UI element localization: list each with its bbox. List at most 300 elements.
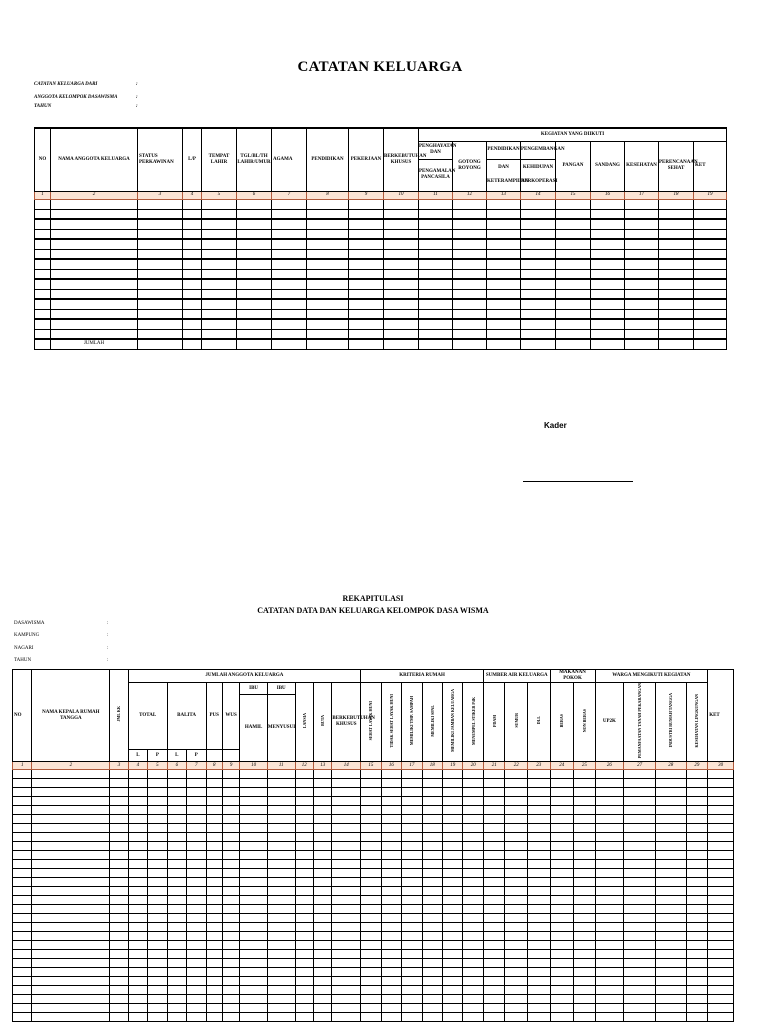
table-cell[interactable] (110, 941, 128, 950)
table-cell[interactable] (505, 779, 528, 788)
table-cell[interactable] (187, 860, 206, 869)
table-cell[interactable] (384, 309, 419, 319)
table-cell[interactable] (13, 941, 32, 950)
table-cell[interactable] (32, 851, 110, 860)
table-cell[interactable] (295, 932, 313, 941)
table-cell[interactable] (167, 995, 186, 1004)
table-cell[interactable] (295, 833, 313, 842)
table-cell[interactable] (240, 896, 268, 905)
table-cell[interactable] (463, 968, 483, 977)
table-cell[interactable] (505, 950, 528, 959)
table-cell[interactable] (487, 269, 521, 279)
table-cell[interactable] (527, 923, 550, 932)
table-cell[interactable] (222, 968, 239, 977)
table-cell[interactable] (686, 896, 708, 905)
table-cell[interactable] (35, 299, 51, 309)
table-cell[interactable] (128, 833, 147, 842)
table-cell[interactable] (295, 1013, 313, 1022)
table-cell[interactable] (167, 833, 186, 842)
table-cell[interactable] (148, 833, 167, 842)
table-cell[interactable] (708, 869, 734, 878)
table-cell[interactable] (624, 923, 656, 932)
table-cell[interactable] (267, 788, 295, 797)
table-cell[interactable] (422, 779, 442, 788)
table-cell[interactable] (384, 269, 419, 279)
table-cell[interactable] (148, 770, 167, 779)
table-cell[interactable] (659, 249, 694, 259)
table-cell[interactable] (463, 869, 483, 878)
table-cell[interactable] (35, 309, 51, 319)
table-cell[interactable] (402, 1013, 422, 1022)
table-cell[interactable] (624, 815, 656, 824)
table-cell[interactable] (222, 779, 239, 788)
table-cell[interactable] (313, 977, 331, 986)
table-cell[interactable] (708, 797, 734, 806)
table-cell[interactable] (708, 941, 734, 950)
table-cell[interactable] (267, 824, 295, 833)
table-cell[interactable] (128, 770, 147, 779)
table-cell[interactable] (550, 1004, 574, 1013)
table-cell[interactable] (349, 289, 384, 299)
table-cell[interactable] (521, 219, 556, 229)
table-cell[interactable] (167, 896, 186, 905)
table-cell[interactable] (272, 269, 307, 279)
table-cell[interactable] (332, 824, 361, 833)
table-cell[interactable] (595, 797, 624, 806)
table-cell[interactable] (167, 932, 186, 941)
table-cell[interactable] (110, 986, 128, 995)
table-cell[interactable] (110, 860, 128, 869)
table-cell[interactable] (267, 923, 295, 932)
table-cell[interactable] (443, 878, 463, 887)
table-cell[interactable] (361, 887, 381, 896)
table-cell[interactable] (51, 309, 138, 319)
table-cell[interactable] (240, 950, 268, 959)
table-cell[interactable] (521, 279, 556, 289)
table-cell[interactable] (624, 851, 656, 860)
table-cell[interactable] (402, 815, 422, 824)
table-cell[interactable] (187, 896, 206, 905)
table-cell[interactable] (443, 779, 463, 788)
table-cell[interactable] (550, 815, 574, 824)
table-cell[interactable] (384, 279, 419, 289)
table-cell[interactable] (624, 770, 656, 779)
table-cell[interactable] (384, 319, 419, 329)
table-cell[interactable] (483, 914, 505, 923)
table-cell[interactable] (148, 824, 167, 833)
table-cell[interactable] (574, 842, 596, 851)
table-cell[interactable] (222, 923, 239, 932)
table-cell[interactable] (463, 842, 483, 851)
table-cell[interactable] (206, 878, 222, 887)
table-cell[interactable] (110, 824, 128, 833)
table-cell[interactable] (422, 986, 442, 995)
table-cell[interactable] (574, 959, 596, 968)
table-cell[interactable] (187, 878, 206, 887)
table-cell[interactable] (222, 878, 239, 887)
table-cell[interactable] (686, 815, 708, 824)
table-cell[interactable] (483, 923, 505, 932)
table-cell[interactable] (595, 923, 624, 932)
table-cell[interactable] (206, 851, 222, 860)
table-cell[interactable] (574, 950, 596, 959)
table-cell[interactable] (443, 815, 463, 824)
table-cell[interactable] (222, 995, 239, 1004)
table-cell[interactable] (361, 941, 381, 950)
table-cell[interactable] (110, 788, 128, 797)
table-cell[interactable] (402, 806, 422, 815)
table-cell[interactable] (313, 896, 331, 905)
table-cell[interactable] (295, 779, 313, 788)
table-cell[interactable] (13, 878, 32, 887)
table-cell[interactable] (202, 309, 237, 319)
table-cell[interactable] (295, 842, 313, 851)
table-cell[interactable] (349, 229, 384, 239)
table-cell[interactable] (556, 279, 591, 289)
table-cell[interactable] (206, 941, 222, 950)
table-cell[interactable] (148, 914, 167, 923)
table-cell[interactable] (237, 269, 272, 279)
table-cell[interactable] (167, 851, 186, 860)
table-cell[interactable] (267, 806, 295, 815)
table-cell[interactable] (35, 259, 51, 269)
table-cell[interactable] (237, 239, 272, 249)
table-cell[interactable] (187, 977, 206, 986)
table-cell[interactable] (694, 319, 727, 329)
table-cell[interactable] (187, 950, 206, 959)
table-cell[interactable] (187, 779, 206, 788)
table-cell[interactable] (267, 968, 295, 977)
table-cell[interactable] (272, 279, 307, 289)
table-cell[interactable] (708, 779, 734, 788)
table-cell[interactable] (655, 851, 686, 860)
table-cell[interactable] (13, 932, 32, 941)
table-cell[interactable] (624, 941, 656, 950)
table-cell[interactable] (595, 905, 624, 914)
table-cell[interactable] (313, 779, 331, 788)
table-cell[interactable] (361, 968, 381, 977)
table-cell[interactable] (505, 923, 528, 932)
table-cell[interactable] (686, 986, 708, 995)
table-cell[interactable] (267, 1013, 295, 1022)
table-cell[interactable] (550, 1013, 574, 1022)
table-cell[interactable] (381, 779, 401, 788)
table-cell[interactable] (483, 986, 505, 995)
table-cell[interactable] (222, 941, 239, 950)
table-cell[interactable] (307, 299, 349, 309)
table-cell[interactable] (556, 269, 591, 279)
table-cell[interactable] (51, 269, 138, 279)
table-cell[interactable] (453, 319, 487, 329)
table-cell[interactable] (505, 842, 528, 851)
table-cell[interactable] (655, 959, 686, 968)
table-cell[interactable] (381, 923, 401, 932)
table-cell[interactable] (550, 941, 574, 950)
table-cell[interactable] (32, 941, 110, 950)
table-cell[interactable] (240, 923, 268, 932)
table-cell[interactable] (206, 833, 222, 842)
table-cell[interactable] (128, 797, 147, 806)
table-cell[interactable] (332, 887, 361, 896)
table-cell[interactable] (505, 986, 528, 995)
table-cell[interactable] (267, 977, 295, 986)
table-cell[interactable] (240, 815, 268, 824)
table-cell[interactable] (527, 914, 550, 923)
table-cell[interactable] (521, 319, 556, 329)
table-cell[interactable] (402, 887, 422, 896)
table-cell[interactable] (206, 842, 222, 851)
table-cell[interactable] (240, 1004, 268, 1013)
table-cell[interactable] (148, 950, 167, 959)
table-cell[interactable] (655, 887, 686, 896)
table-cell[interactable] (267, 959, 295, 968)
table-cell[interactable] (240, 770, 268, 779)
table-cell[interactable] (206, 797, 222, 806)
table-cell[interactable] (483, 995, 505, 1004)
table-cell[interactable] (655, 977, 686, 986)
table-cell[interactable] (625, 299, 659, 309)
table-cell[interactable] (625, 329, 659, 339)
table-cell[interactable] (384, 239, 419, 249)
table-cell[interactable] (128, 815, 147, 824)
table-cell[interactable] (206, 959, 222, 968)
table-cell[interactable] (625, 199, 659, 209)
table-cell[interactable] (527, 986, 550, 995)
table-cell[interactable] (332, 788, 361, 797)
table-cell[interactable] (550, 788, 574, 797)
table-cell[interactable] (222, 932, 239, 941)
table-cell[interactable] (694, 289, 727, 299)
table-cell[interactable] (422, 851, 442, 860)
table-cell[interactable] (686, 770, 708, 779)
table-cell[interactable] (32, 815, 110, 824)
table-cell[interactable] (483, 887, 505, 896)
table-cell[interactable] (659, 269, 694, 279)
table-cell[interactable] (240, 959, 268, 968)
table-cell[interactable] (110, 950, 128, 959)
table-cell[interactable] (267, 779, 295, 788)
table-cell[interactable] (222, 1004, 239, 1013)
table-cell[interactable] (138, 269, 183, 279)
table-cell[interactable] (240, 905, 268, 914)
table-cell[interactable] (187, 923, 206, 932)
table-cell[interactable] (267, 995, 295, 1004)
table-cell[interactable] (655, 833, 686, 842)
table-cell[interactable] (51, 239, 138, 249)
table-cell[interactable] (332, 806, 361, 815)
table-cell[interactable] (443, 914, 463, 923)
table-cell[interactable] (222, 824, 239, 833)
table-cell[interactable] (349, 309, 384, 319)
table-cell[interactable] (708, 860, 734, 869)
table-cell[interactable] (307, 229, 349, 239)
table-cell[interactable] (148, 896, 167, 905)
table-cell[interactable] (295, 1004, 313, 1013)
table-cell[interactable] (521, 269, 556, 279)
table-cell[interactable] (443, 824, 463, 833)
table-cell[interactable] (422, 896, 442, 905)
table-cell[interactable] (167, 968, 186, 977)
table-cell[interactable] (505, 833, 528, 842)
table-cell[interactable] (272, 199, 307, 209)
table-cell[interactable] (422, 959, 442, 968)
table-cell[interactable] (550, 878, 574, 887)
table-cell[interactable] (574, 779, 596, 788)
table-cell[interactable] (32, 914, 110, 923)
table-cell[interactable] (463, 1013, 483, 1022)
table-cell[interactable] (694, 339, 727, 349)
table-cell[interactable] (402, 860, 422, 869)
table-cell[interactable] (167, 779, 186, 788)
table-cell[interactable] (187, 887, 206, 896)
table-cell[interactable] (361, 905, 381, 914)
table-cell[interactable] (332, 878, 361, 887)
table-cell[interactable] (625, 289, 659, 299)
table-cell[interactable] (550, 968, 574, 977)
table-cell[interactable] (574, 896, 596, 905)
table-cell[interactable] (527, 995, 550, 1004)
table-cell[interactable] (505, 977, 528, 986)
table-cell[interactable] (128, 1013, 147, 1022)
table-cell[interactable] (686, 797, 708, 806)
table-cell[interactable] (384, 219, 419, 229)
table-cell[interactable] (659, 289, 694, 299)
table-cell[interactable] (708, 851, 734, 860)
table-cell[interactable] (222, 869, 239, 878)
table-cell[interactable] (381, 878, 401, 887)
table-cell[interactable] (574, 851, 596, 860)
table-cell[interactable] (527, 842, 550, 851)
table-cell[interactable] (595, 914, 624, 923)
table-cell[interactable] (267, 950, 295, 959)
table-cell[interactable] (443, 1004, 463, 1013)
table-cell[interactable] (659, 279, 694, 289)
table-cell[interactable] (267, 887, 295, 896)
table-cell[interactable] (13, 968, 32, 977)
table-cell[interactable] (202, 209, 237, 219)
table-cell[interactable] (332, 977, 361, 986)
table-cell[interactable] (595, 950, 624, 959)
table-cell[interactable] (295, 797, 313, 806)
table-cell[interactable] (550, 959, 574, 968)
table-cell[interactable] (267, 797, 295, 806)
table-cell[interactable] (295, 896, 313, 905)
table-cell[interactable] (419, 289, 453, 299)
table-cell[interactable] (595, 851, 624, 860)
table-cell[interactable] (574, 914, 596, 923)
table-cell[interactable] (148, 851, 167, 860)
table-cell[interactable] (527, 950, 550, 959)
table-cell[interactable] (624, 806, 656, 815)
table-cell[interactable] (32, 806, 110, 815)
table-cell[interactable] (313, 905, 331, 914)
table-cell[interactable] (402, 986, 422, 995)
table-cell[interactable] (402, 914, 422, 923)
table-cell[interactable] (708, 896, 734, 905)
table-cell[interactable] (267, 815, 295, 824)
table-cell[interactable] (237, 299, 272, 309)
table-cell[interactable] (453, 269, 487, 279)
table-cell[interactable] (521, 329, 556, 339)
table-cell[interactable] (505, 851, 528, 860)
table-cell[interactable] (110, 914, 128, 923)
table-cell[interactable] (574, 869, 596, 878)
table-cell[interactable] (240, 977, 268, 986)
table-cell[interactable] (453, 249, 487, 259)
table-cell[interactable] (574, 770, 596, 779)
table-cell[interactable] (295, 869, 313, 878)
table-cell[interactable] (222, 959, 239, 968)
table-cell[interactable] (32, 932, 110, 941)
table-cell[interactable] (483, 797, 505, 806)
table-cell[interactable] (595, 1013, 624, 1022)
table-cell[interactable] (332, 905, 361, 914)
table-cell[interactable] (453, 239, 487, 249)
table-cell[interactable] (32, 977, 110, 986)
table-cell[interactable] (167, 941, 186, 950)
table-cell[interactable] (463, 806, 483, 815)
table-cell[interactable] (138, 299, 183, 309)
table-cell[interactable] (381, 815, 401, 824)
table-cell[interactable] (384, 229, 419, 239)
table-cell[interactable] (591, 319, 625, 329)
table-cell[interactable] (574, 1004, 596, 1013)
table-cell[interactable] (51, 319, 138, 329)
table-cell[interactable] (128, 968, 147, 977)
table-cell[interactable] (381, 1013, 401, 1022)
table-cell[interactable] (237, 219, 272, 229)
table-cell[interactable] (206, 977, 222, 986)
table-cell[interactable] (624, 905, 656, 914)
table-cell[interactable] (527, 815, 550, 824)
table-cell[interactable] (659, 219, 694, 229)
table-cell[interactable] (453, 309, 487, 319)
table-cell[interactable] (148, 869, 167, 878)
table-cell[interactable] (550, 995, 574, 1004)
table-cell[interactable] (138, 219, 183, 229)
table-cell[interactable] (167, 860, 186, 869)
table-cell[interactable] (443, 788, 463, 797)
table-cell[interactable] (240, 833, 268, 842)
table-cell[interactable] (202, 249, 237, 259)
table-cell[interactable] (240, 851, 268, 860)
table-cell[interactable] (686, 788, 708, 797)
table-cell[interactable] (32, 950, 110, 959)
table-cell[interactable] (625, 259, 659, 269)
table-cell[interactable] (527, 905, 550, 914)
table-cell[interactable] (655, 950, 686, 959)
table-cell[interactable] (591, 249, 625, 259)
table-cell[interactable] (237, 339, 272, 349)
table-cell[interactable] (240, 788, 268, 797)
table-cell[interactable] (453, 339, 487, 349)
table-cell[interactable] (686, 806, 708, 815)
table-cell[interactable] (128, 995, 147, 1004)
table-cell[interactable] (183, 259, 202, 269)
table-cell[interactable] (550, 842, 574, 851)
table-cell[interactable] (272, 229, 307, 239)
table-cell[interactable] (521, 229, 556, 239)
table-cell[interactable] (402, 878, 422, 887)
table-cell[interactable] (443, 833, 463, 842)
table-cell[interactable] (521, 259, 556, 269)
table-cell[interactable] (686, 905, 708, 914)
table-cell[interactable] (708, 914, 734, 923)
table-cell[interactable] (110, 869, 128, 878)
table-cell[interactable] (381, 851, 401, 860)
table-cell[interactable] (187, 770, 206, 779)
table-cell[interactable] (453, 259, 487, 269)
